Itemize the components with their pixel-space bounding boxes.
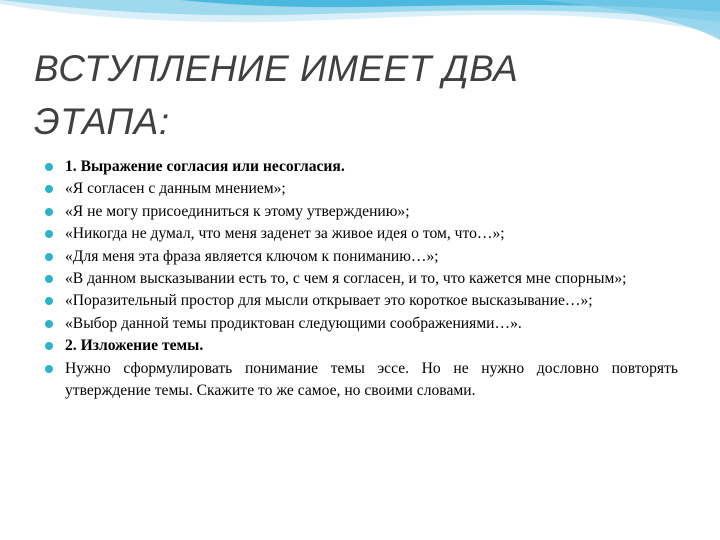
list-item xyxy=(44,335,678,357)
bullet-dot-icon xyxy=(45,163,53,171)
list-item xyxy=(44,290,678,312)
list-item-text: «Для меня эта фраза является ключом к пониманию…»; xyxy=(65,247,439,265)
bullet-dot-icon xyxy=(45,365,53,373)
bullet-dot-icon xyxy=(45,230,53,238)
list-item-text: Нужно сформулировать понимание темы эссе. Но не нужно дословно повторять утверждение темы. Скажите то же самое, но своими словами. xyxy=(65,359,678,400)
bullet-dot-icon xyxy=(45,208,53,216)
title-line-1: ВСТУПЛЕНИЕ ИМЕЕТ ДВА xyxy=(34,48,519,89)
bullet-dot-icon xyxy=(45,253,53,261)
bullet-dot-icon xyxy=(45,342,53,350)
list-item xyxy=(44,246,678,268)
bullet-dot-icon xyxy=(45,297,53,305)
list-item-text: «В данном высказывании есть то, с чем я согласен, и то, что кажется мне спорным»; xyxy=(65,270,627,288)
list-item-text: 2. Изложение темы. xyxy=(65,337,204,355)
list-item-text: «Я не могу присоединиться к этому утверждению»; xyxy=(65,202,410,220)
list-item-text: 1. Выражение согласия или несогласия. xyxy=(65,158,345,175)
list-item xyxy=(44,223,678,245)
slide-title xyxy=(34,42,694,148)
list-item-text: «Выбор данной темы продиктован следующими соображениями…». xyxy=(65,314,522,332)
list-item xyxy=(44,201,678,223)
list-item-text: «Я согласен с данным мнением»; xyxy=(65,180,286,198)
bullet-dot-icon xyxy=(45,320,53,328)
bullet-list xyxy=(44,156,678,402)
title-line-2: ЭТАПА: xyxy=(34,101,170,142)
bullet-dot-icon xyxy=(45,185,53,193)
list-item xyxy=(44,268,678,290)
list-item xyxy=(44,313,678,335)
list-item-text: «Поразительный простор для мысли открывает это короткое высказывание…»; xyxy=(65,292,593,310)
list-item-text: «Никогда не думал, что меня заденет за живое идея о том, что…»; xyxy=(65,225,505,243)
list-item xyxy=(44,358,678,403)
list-item xyxy=(44,156,678,178)
list-item xyxy=(44,178,678,200)
bullet-dot-icon xyxy=(45,275,53,283)
